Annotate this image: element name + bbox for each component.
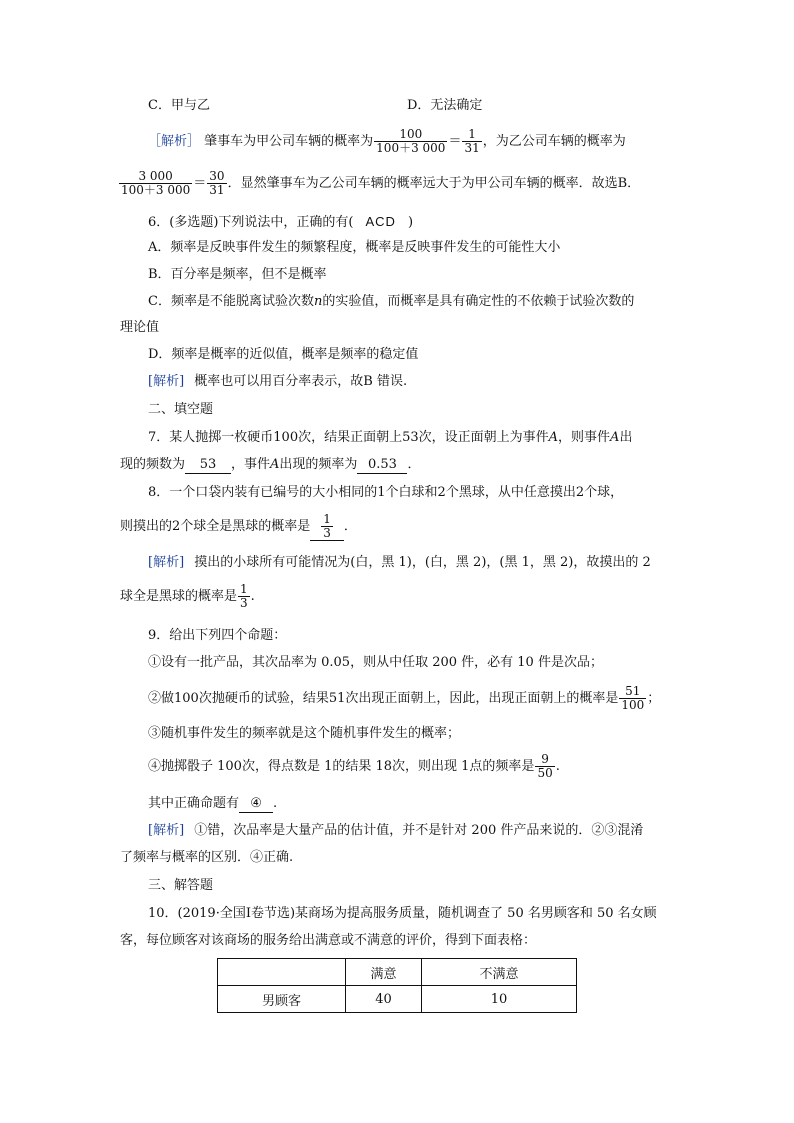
fraction: $\frac{1}{31}$	[464, 127, 480, 155]
table-header-cell	[218, 959, 346, 986]
q9-proposition-3: ③随机事件发生的频率就是这个随机事件发生的概率；	[148, 726, 461, 741]
fraction: $\frac{30}{31}$	[209, 169, 225, 197]
q7-line2: 现的频数为 53 ，事件A出现的频率为 0.53 ．	[120, 457, 421, 472]
analysis-tag: [解析]	[148, 374, 185, 389]
q9-proposition-4: ④抛掷骰子 100次，得点数是 1的结果 18次，则出现 1点的频率是 $\frac{9}{50}$ .	[148, 752, 560, 780]
q6-option-c-cont: 理论值	[120, 320, 160, 335]
q5-analysis-line2: $\frac{3 000}{100+3 000}$ ＝ $\frac{30}{31}$ ．显然肇事车为乙公司车辆的概率远大于为甲公司车辆的概率．故选B．	[121, 169, 641, 197]
q6-option-d: D．频率是概率的近似值，概率是频率的稳定值	[148, 347, 419, 362]
q7-line1: 7．某人抛掷一枚硬币100次，结果正面朝上53次，设正面朝上为事件A，则事件A出	[148, 430, 633, 445]
survey-table	[217, 958, 577, 1013]
analysis-tag: [解析]	[148, 555, 185, 570]
section-heading: 三、解答题	[148, 878, 214, 893]
answer-blank: ④	[239, 796, 273, 813]
table-cell: 男顾客	[218, 986, 346, 1013]
table-cell: 10	[422, 986, 577, 1013]
fraction: $\frac{3 000}{100+3 000}$	[121, 169, 191, 197]
q6-stem: 6．(多选题)下列说法中，正确的有( ACD )	[148, 214, 414, 230]
q6-option-c: C．频率是不能脱离试验次数n的实验值，而概率是具有确定性的不依赖于试验次数的	[148, 294, 635, 309]
answer-blank: 53	[185, 457, 231, 474]
table-header-cell: 不满意	[422, 959, 577, 986]
fraction: $\frac{1}{3}$	[323, 512, 331, 540]
q5-analysis-line1: ［解析］ 肇事车为甲公司车辆的概率为 $\frac{100}{100+3 000}$ ＝ $\frac{1}{31}$ ，为乙公司车辆的概率为	[148, 127, 626, 155]
fraction: $\frac{100}{100+3 000}$	[376, 127, 446, 155]
table-cell: 40	[346, 986, 422, 1013]
analysis-tag: ［解析］	[148, 134, 201, 149]
fraction: $\frac{1}{3}$	[240, 582, 248, 610]
analysis-tag: [解析]	[148, 823, 185, 838]
q10-line1: 10．(2019·全国Ⅰ卷节选)某商场为提高服务质量，随机调查了 50 名男顾客和 50 名女顾	[148, 906, 657, 921]
table-row	[218, 986, 577, 1013]
option-c: C．甲与乙	[148, 98, 210, 113]
q8-line2: 则摸出的2个球全是黑球的概率是 $\frac{1}{3}$ ．	[120, 512, 357, 540]
q9-stem: 9．给出下列四个命题：	[148, 628, 287, 643]
answer-blank	[310, 513, 344, 541]
q9-conclusion: 其中正确命题有 ④ .	[148, 796, 278, 811]
q6-analysis: [解析] 概率也可以用百分率表示，故B 错误.	[148, 374, 408, 389]
q9-analysis-line1: [解析] ①错，次品率是大量产品的估计值，并不是针对 200 件产品来说的．②③混淆	[148, 823, 644, 838]
q9-analysis-line2: 了频率与概率的区别．④正确.	[120, 850, 294, 865]
q6-option-b: B．百分率是频率，但不是概率	[148, 267, 327, 282]
fraction: $\frac{9}{50}$	[537, 752, 553, 780]
q8-analysis-line1: [解析] 摸出的小球所有可能情况为(白，黑 1)，(白，黑 2)，(黑 1，黑 2)，故摸出的 2	[148, 555, 651, 570]
q10-line2: 客，每位顾客对该商场的服务给出满意或不满意的评价，得到下面表格：	[120, 933, 537, 948]
q6-option-a: A．频率是反映事件发生的频繁程度，概率是反映事件发生的可能性大小	[148, 240, 561, 255]
table-header-row	[218, 959, 577, 986]
q9-proposition-1: ①设有一批产品，其次品率为 0.05，则从中任取 200 件，必有 10 件是次品；	[148, 655, 603, 670]
option-d: D．无法确定	[407, 98, 483, 113]
answer-blank: 0.53	[357, 457, 407, 474]
q8-line1: 8．一个口袋内装有已编号的大小相同的1个白球和2个黑球，从中任意摸出2个球，	[148, 485, 624, 500]
fraction: $\frac{51}{100}$	[621, 684, 645, 712]
q9-proposition-2: ②做100次抛硬币的试验，结果51次出现正面朝上，因此，出现正面朝上的概率是 $\frac{51}{100}$ ；	[148, 684, 661, 712]
q6-answer: ACD	[365, 214, 396, 229]
q8-analysis-line2: 球全是黑球的概率是 $\frac{1}{3}$ .	[120, 582, 255, 610]
table-header-cell: 满意	[346, 959, 422, 986]
section-heading: 二、填空题	[148, 402, 214, 417]
